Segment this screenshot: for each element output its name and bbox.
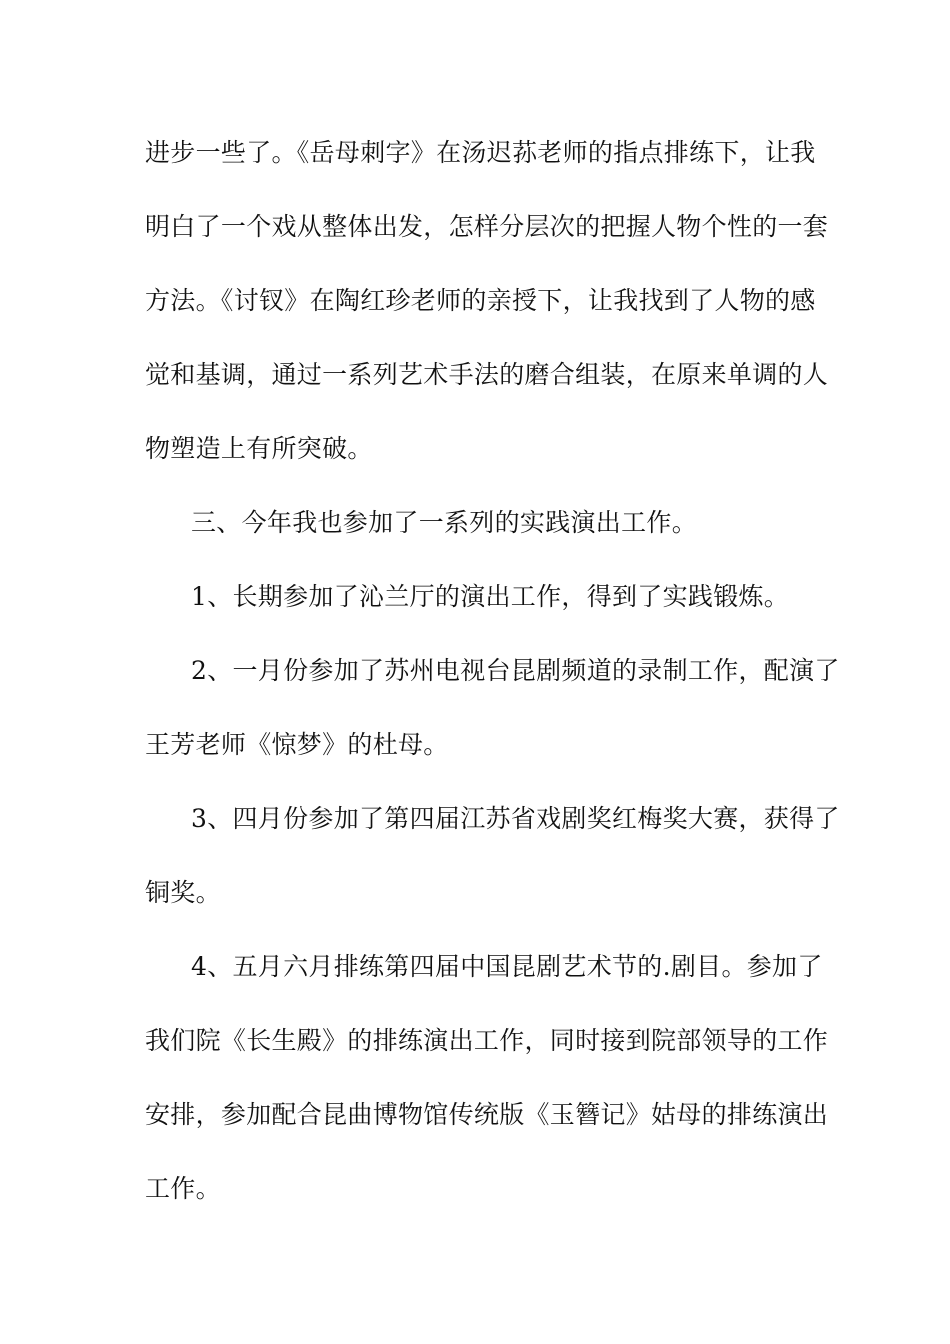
list-item-line: 工作。 [145,1174,221,1203]
list-item-line: 王芳老师《惊梦》的杜母。 [145,730,449,759]
paragraph-line: 进步一些了。《岳母刺字》在汤迟荪老师的指点排练下，让我 [145,138,816,167]
list-item-line: 我们院《长生殿》的排练演出工作，同时接到院部领导的工作 [145,1026,829,1055]
section-heading: 三、今年我也参加了一系列的实践演出工作。 [191,508,698,537]
list-item-line: 3、四月份参加了第四届江苏省戏剧奖红梅奖大赛，获得了 [191,804,840,833]
list-item-line: 2、一月份参加了苏州电视台昆剧频道的录制工作，配演了 [191,656,840,685]
paragraph-line: 觉和基调，通过一系列艺术手法的磨合组装，在原来单调的人 [145,360,829,389]
list-item-line: 1、长期参加了沁兰厅的演出工作，得到了实践锻炼。 [191,582,790,611]
list-item-line: 铜奖。 [145,878,221,907]
list-item-line: 安排，参加配合昆曲博物馆传统版《玉簪记》姑母的排练演出 [145,1100,829,1129]
paragraph-line: 明白了一个戏从整体出发，怎样分层次的把握人物个性的一套 [145,212,829,241]
paragraph-line: 物塑造上有所突破。 [145,434,373,463]
list-item-line: 4、五月六月排练第四届中国昆剧艺术节的.剧目。参加了 [191,952,823,981]
paragraph-line: 方法。《讨钗》在陶红珍老师的亲授下，让我找到了人物的感 [145,286,816,315]
